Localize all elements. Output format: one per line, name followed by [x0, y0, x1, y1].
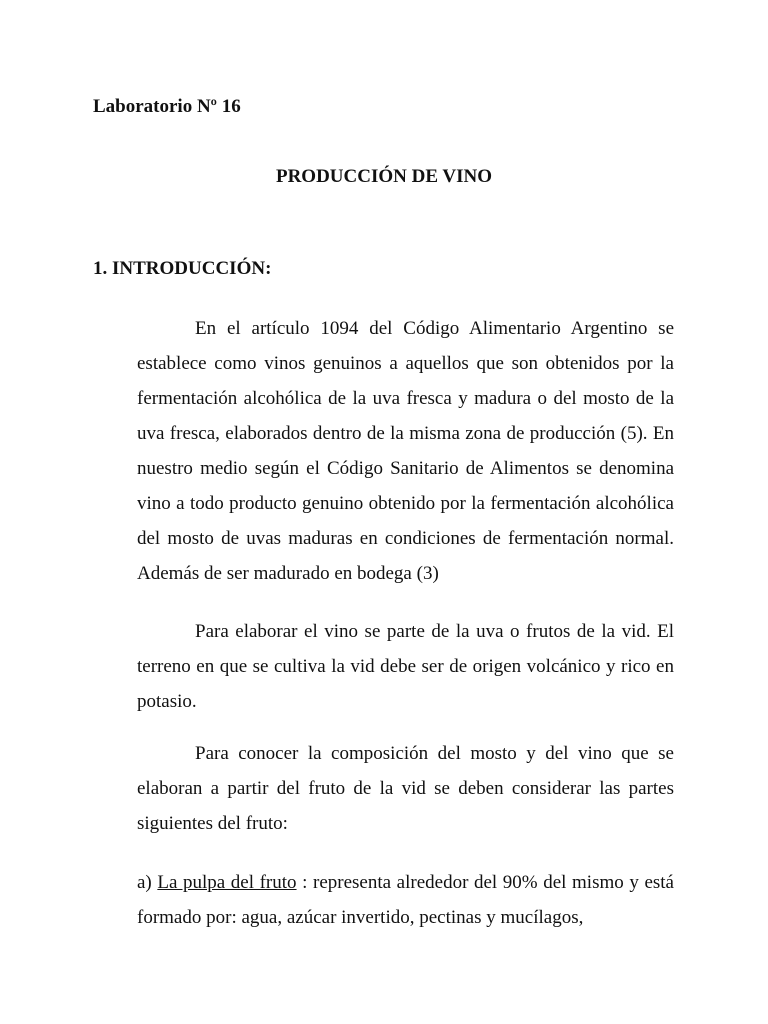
list-item-pulp [137, 865, 674, 935]
list-marker: a) [137, 872, 158, 893]
list-text-pulp: representa alrededor del 90% del mismo y está formado por: agua, azúcar invertido, pectinas y mucílagos, [137, 872, 674, 928]
document-title: PRODUCCIÓN DE VINO [275, 166, 493, 187]
paragraph-fruit-parts: Para conocer la composición del mosto y del vino que se elaboran a partir del fruto de la vid se deben considerar las partes siguientes del fruto: [137, 743, 674, 834]
list-term-pulp: La pulpa del fruto [157, 872, 297, 893]
paragraph-definition: En el artículo 1094 del Código Alimentario Argentino se establece como vinos genuinos a aquellos que son obtenidos por la fermentación alcohólica de la uva fresca y madura o del mosto de la uva fresca, elaborados dentro de la misma zona de producción (5). En nuestro medio según el Código Sanitario de Alimentos se denomina vino a todo producto genuino obtenido por la fermentación alcohólica del mosto de uvas maduras en condiciones de fermentación normal. Además de ser madurado en bodega (3) [137, 318, 674, 584]
lab-number-title: Laboratorio Nº 16 [93, 96, 241, 117]
paragraph-grape-origin: Para elaborar el vino se parte de la uva o frutos de la vid. El terreno en que se cultiva la vid debe ser de origen volcánico y rico en potasio. [137, 621, 674, 712]
list-separator: : [296, 872, 314, 893]
section-heading-introduction: 1. INTRODUCCIÓN: [93, 258, 272, 279]
